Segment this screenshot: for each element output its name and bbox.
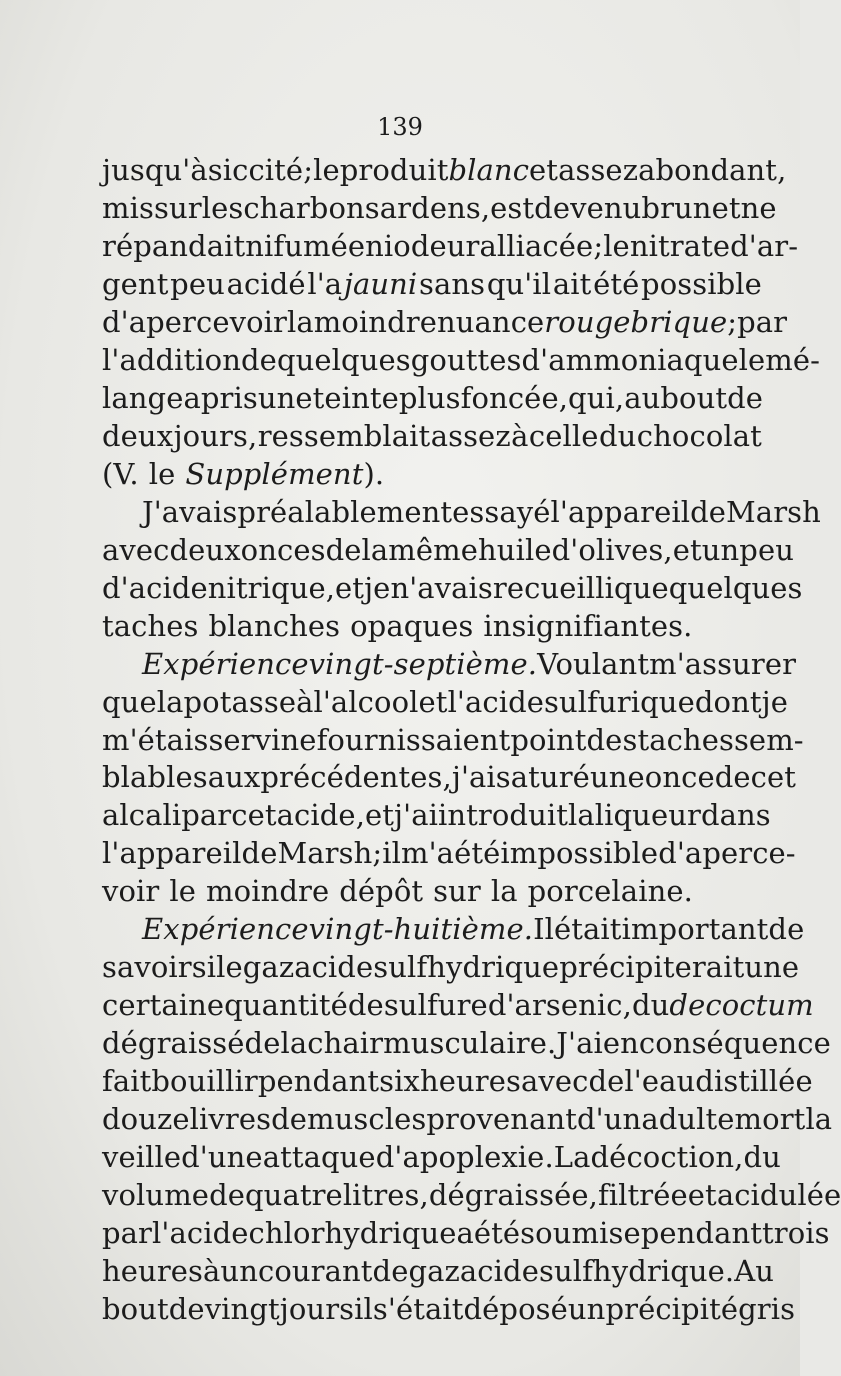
word: gris: [738, 1291, 796, 1326]
word: préalablement: [237, 494, 453, 529]
word: d'olives,: [551, 532, 673, 567]
word: n'avais: [390, 570, 493, 605]
word: fournissaient: [316, 722, 511, 757]
word: Expérience: [142, 912, 309, 947]
word: dépôt: [339, 874, 424, 909]
word: précédentes,: [260, 760, 452, 795]
word: essayé: [452, 494, 551, 529]
word: certaine: [102, 988, 225, 1023]
word: ;: [593, 229, 604, 264]
word: une: [257, 381, 313, 416]
word: jusqu'à: [102, 153, 208, 188]
word: teinte: [312, 381, 399, 416]
word: le: [216, 950, 243, 985]
word: blanches: [208, 608, 341, 643]
word: acide: [459, 1253, 539, 1288]
word: alcali: [102, 798, 182, 833]
word: le: [169, 874, 197, 909]
word: muscles: [307, 1101, 427, 1136]
word: l'addition: [102, 343, 242, 378]
word: Au: [734, 1253, 775, 1288]
word: ,: [480, 191, 491, 226]
word: ,: [355, 798, 366, 833]
word: je: [761, 684, 788, 719]
word: précipité: [605, 1291, 739, 1326]
word: acidé: [226, 267, 306, 302]
word: au: [624, 381, 661, 416]
word: d'acide: [102, 570, 208, 605]
word: été: [593, 267, 640, 302]
word: (V.: [102, 456, 139, 491]
text-line: [102, 1176, 841, 1214]
word: recueilli: [492, 570, 615, 605]
word: quelques: [668, 570, 803, 605]
word: foncée: [460, 381, 559, 416]
word: charbons: [243, 191, 380, 226]
word: est: [490, 191, 535, 226]
text-line: [102, 380, 762, 418]
text-line: [102, 683, 788, 721]
word: mis: [102, 191, 154, 226]
word: le: [148, 456, 176, 491]
word: par: [181, 798, 232, 833]
word: saturé: [495, 760, 590, 795]
word: de: [241, 836, 278, 871]
word: dégraissée,: [428, 1177, 598, 1212]
word: sans: [419, 267, 486, 302]
text-line: [102, 721, 804, 759]
word: chlorhydrique: [248, 1215, 457, 1250]
word: l'acide: [447, 684, 545, 719]
text-line: [102, 190, 777, 228]
word: quelques: [276, 343, 411, 378]
word: ,: [734, 1139, 744, 1174]
word: alliacée: [479, 229, 594, 264]
word: à: [296, 684, 314, 719]
word: une: [744, 950, 800, 985]
text-line: [102, 607, 762, 645]
word: pris: [200, 381, 258, 416]
word: bout: [102, 1291, 169, 1326]
word: l'appareil: [102, 836, 242, 871]
word: possible: [641, 267, 762, 302]
word: d'une: [181, 1139, 263, 1174]
word: à: [511, 419, 529, 454]
word: jours,: [173, 419, 258, 454]
word: la: [156, 684, 184, 719]
word: ne: [740, 191, 777, 226]
word: j'ai: [394, 798, 438, 833]
word: d'arsenic: [487, 988, 623, 1023]
word: point: [510, 722, 587, 757]
word: qu'il: [486, 267, 552, 302]
word: ;: [727, 305, 738, 340]
word: nitrate: [629, 229, 731, 264]
word: odeur: [393, 229, 480, 264]
word: d'un: [577, 1101, 642, 1136]
text-line: [102, 228, 799, 266]
word: vingt: [204, 1291, 280, 1326]
word: ;: [372, 836, 383, 871]
word: Marsh: [726, 494, 821, 529]
text-line: [102, 152, 787, 190]
word: en: [602, 1026, 639, 1061]
word: celle: [528, 419, 599, 454]
word: l'eau: [624, 1063, 696, 1098]
word: été: [473, 1215, 521, 1250]
text-line: [102, 835, 796, 873]
word: et: [365, 798, 395, 833]
word: du: [743, 1139, 781, 1174]
text-line: [102, 1025, 831, 1063]
word: la: [490, 874, 518, 909]
word: précipiterait: [559, 950, 745, 985]
word: acide: [276, 798, 356, 833]
word: acide: [294, 950, 374, 985]
word: huile: [478, 532, 552, 567]
word: assez: [430, 419, 511, 454]
text-line: [102, 759, 797, 797]
word: quatre: [245, 1177, 343, 1212]
word: insignifiantes.: [483, 608, 693, 643]
word: de: [768, 912, 805, 947]
word: bout: [660, 381, 728, 416]
word: Il: [533, 912, 555, 947]
word: peu: [170, 267, 225, 302]
word: pendant: [257, 1063, 380, 1098]
text-line: [102, 342, 821, 380]
word: distillée: [695, 1063, 813, 1098]
word: et: [711, 191, 741, 226]
word: le: [313, 153, 340, 188]
word: d'aperce-: [658, 836, 796, 871]
text-line: [102, 1252, 775, 1290]
word: ,: [558, 381, 569, 416]
word: attaque: [262, 1139, 376, 1174]
text-line: [102, 456, 762, 494]
word: et: [687, 1177, 717, 1212]
word: avec: [102, 532, 170, 567]
word: des: [586, 722, 638, 757]
word: heures: [102, 1253, 204, 1288]
word: sem-: [733, 722, 804, 757]
word: musculaire.: [383, 1026, 557, 1061]
word: le: [603, 229, 630, 264]
word: J'avais: [142, 494, 238, 529]
word: cet: [750, 760, 797, 795]
word: J'ai: [556, 1026, 603, 1061]
word: vingt-septième.: [308, 646, 538, 681]
word: douze: [102, 1101, 190, 1136]
word: brique: [630, 305, 728, 340]
word: la: [287, 305, 314, 340]
word: pendant: [640, 1215, 763, 1250]
word: potasse: [183, 684, 297, 719]
word: gouttes: [410, 343, 522, 378]
word: d'apoplexie.: [375, 1139, 554, 1174]
word: un: [567, 1291, 606, 1326]
text-line: [102, 911, 805, 949]
word: vingt-huitième.: [308, 912, 534, 947]
text-line: [102, 493, 821, 531]
text-line: [102, 304, 788, 342]
word: il: [354, 1291, 373, 1326]
text-line: [102, 987, 814, 1025]
text-line: [102, 531, 795, 569]
word: sur: [153, 191, 202, 226]
word: de: [244, 1026, 281, 1061]
word: été: [454, 836, 501, 871]
word: blanc: [448, 153, 530, 188]
text-line: [102, 645, 797, 683]
word: moindre: [206, 874, 330, 909]
word: de: [690, 494, 727, 529]
word: l'a: [307, 267, 343, 302]
word: sulfurique: [544, 684, 695, 719]
word: ni: [245, 229, 274, 264]
word: fumée: [273, 229, 366, 264]
word: et: [335, 570, 365, 605]
text-line: [102, 1063, 813, 1101]
word: gaz: [242, 950, 295, 985]
word: sulfhydrique: [373, 950, 560, 985]
word: ,: [777, 153, 787, 188]
word: m'a: [401, 836, 455, 871]
word: et: [672, 532, 702, 567]
word: d'apercevoir: [102, 305, 287, 340]
word: s'était: [372, 1291, 464, 1326]
word: heures: [419, 1063, 521, 1098]
word: ,: [622, 988, 632, 1023]
word: de: [168, 1291, 205, 1326]
word: porcelaine.: [527, 874, 693, 909]
word: trois: [762, 1215, 830, 1250]
word: sur: [433, 874, 481, 909]
word: lange: [102, 381, 184, 416]
word: la: [567, 798, 595, 833]
word: la: [361, 532, 389, 567]
word: La: [553, 1139, 591, 1174]
word: l'appareil: [550, 494, 691, 529]
word: devenu: [534, 191, 642, 226]
word: ardens: [379, 191, 481, 226]
word: introduit: [437, 798, 568, 833]
text-line: [102, 1100, 833, 1138]
word: de: [209, 1177, 245, 1212]
word: livres: [189, 1101, 272, 1136]
word: volume: [102, 1177, 210, 1212]
word: six: [379, 1063, 420, 1098]
word: décoction: [590, 1139, 735, 1174]
word: provenant: [426, 1101, 578, 1136]
text-line: [102, 266, 762, 304]
word: ait: [552, 267, 592, 302]
word: était: [554, 912, 622, 947]
word: par: [102, 1215, 153, 1250]
word: gent: [102, 267, 169, 302]
word: m'assurer: [649, 646, 797, 681]
word: de: [325, 532, 362, 567]
word: de: [714, 760, 751, 795]
text-line: [102, 1138, 781, 1176]
word: abondant: [638, 153, 778, 188]
word: Voulant: [537, 646, 650, 681]
word: chocolat: [636, 419, 762, 454]
word: mé-: [765, 343, 821, 378]
word: acidulée: [716, 1177, 841, 1212]
word: Marsh: [277, 836, 373, 871]
word: nitrique,: [207, 570, 336, 605]
word: ;: [303, 153, 314, 188]
word: chair: [307, 1026, 384, 1061]
word: et: [529, 153, 559, 188]
text-line: [102, 873, 762, 911]
word: l'acide: [152, 1215, 249, 1250]
word: répandait: [102, 229, 246, 264]
word: taches: [102, 608, 199, 643]
word: plus: [398, 381, 461, 416]
word: veille: [102, 1139, 182, 1174]
word: important: [621, 912, 769, 947]
word: de: [241, 343, 277, 378]
word: aux: [207, 760, 261, 795]
word: impossible: [500, 836, 659, 871]
word: de: [372, 1253, 409, 1288]
word: dont: [694, 684, 762, 719]
word: de: [727, 381, 764, 416]
text-line: [102, 797, 771, 835]
text-line: [102, 418, 762, 456]
word: les: [201, 191, 244, 226]
word: courant: [257, 1253, 373, 1288]
word: si: [191, 950, 217, 985]
word: voir: [102, 874, 160, 909]
word: la: [805, 1101, 833, 1136]
word: mort: [734, 1101, 806, 1136]
word: adulte: [641, 1101, 735, 1136]
word: Expérience: [142, 646, 309, 681]
word: bouillir: [151, 1063, 258, 1098]
word: il: [382, 836, 401, 871]
word: de: [271, 1101, 308, 1136]
word: soumise: [520, 1215, 641, 1250]
word: liqueur: [594, 798, 701, 833]
word: d'ar-: [730, 229, 799, 264]
word: j'ai: [451, 760, 496, 795]
word: sulfhydrique.: [538, 1253, 735, 1288]
word: brun: [641, 191, 712, 226]
word: de: [347, 988, 384, 1023]
word: m'étais: [102, 722, 209, 757]
word: jauni: [343, 267, 418, 302]
word: de: [588, 1063, 625, 1098]
word: l'alcool: [313, 684, 419, 719]
word: ne: [280, 722, 317, 757]
word: siccité: [207, 153, 304, 188]
word: quantité: [224, 988, 348, 1023]
word: même: [388, 532, 479, 567]
text-line: [102, 949, 800, 987]
word: decoctum: [669, 988, 814, 1023]
word: fait: [102, 1063, 152, 1098]
word: jours: [279, 1291, 355, 1326]
word: sulfure: [383, 988, 488, 1023]
word: et: [418, 684, 448, 719]
text-line: [102, 569, 803, 607]
word: moindre: [313, 305, 437, 340]
word: un: [220, 1253, 258, 1288]
word: a: [456, 1215, 474, 1250]
word: once: [644, 760, 715, 795]
word: litres,: [342, 1177, 429, 1212]
word: du: [598, 419, 637, 454]
word: la: [280, 1026, 308, 1061]
word: rouge: [544, 305, 631, 340]
word: cet: [231, 798, 277, 833]
word: filtrée: [597, 1177, 688, 1212]
word: dans: [700, 798, 771, 833]
word: gaz: [408, 1253, 460, 1288]
word: déposé: [463, 1291, 568, 1326]
word: opaques: [350, 608, 474, 643]
word: savoir: [102, 950, 192, 985]
word: assez: [558, 153, 639, 188]
word: à: [203, 1253, 221, 1288]
word: que: [102, 684, 157, 719]
word: du: [631, 988, 670, 1023]
word: blables: [102, 760, 208, 795]
body-text: [102, 152, 841, 1328]
word: ressemblait: [257, 419, 431, 454]
word: onces: [240, 532, 326, 567]
word: ni: [365, 229, 394, 264]
word: que: [614, 570, 669, 605]
word: avec: [520, 1063, 589, 1098]
word: qui,: [568, 381, 625, 416]
text-line: [102, 1290, 796, 1328]
word: nuance: [436, 305, 545, 340]
word: produit: [339, 153, 449, 188]
word: par: [737, 305, 788, 340]
word: servi: [208, 722, 281, 757]
page-number: 139: [377, 113, 423, 141]
word: conséquence: [638, 1026, 831, 1061]
word: peu: [739, 532, 795, 567]
word: dégraissé: [102, 1026, 245, 1061]
word: un: [701, 532, 740, 567]
word: deux: [102, 419, 174, 454]
word: le: [738, 343, 766, 378]
word: je: [364, 570, 391, 605]
text-line: [102, 1214, 830, 1252]
word: une: [589, 760, 645, 795]
word: d'ammoniaque: [521, 343, 739, 378]
word: deux: [169, 532, 241, 567]
word: Supplément).: [185, 456, 385, 491]
word: a: [183, 381, 201, 416]
word: taches: [637, 722, 734, 757]
